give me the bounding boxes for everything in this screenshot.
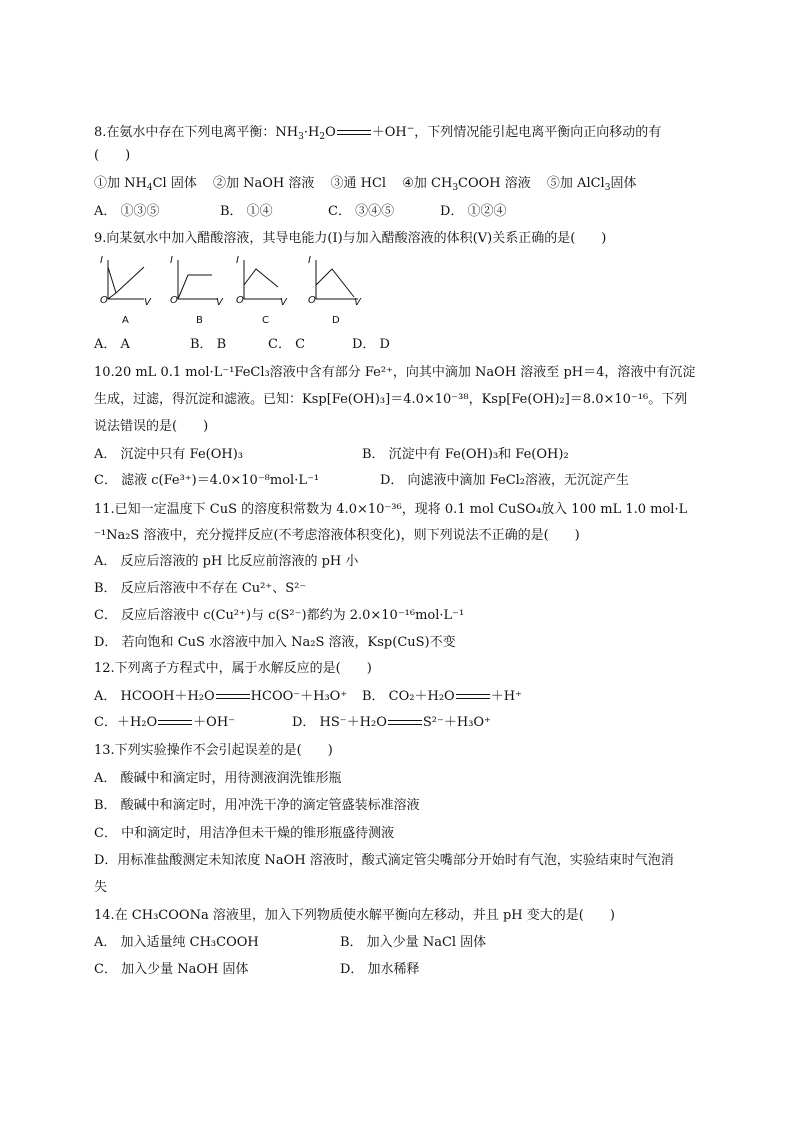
q8-choice-a: A． ①③⑤: [94, 204, 160, 219]
graph-a-axis-v: V: [144, 297, 151, 308]
q9-choice-a: A． A: [94, 337, 130, 352]
q14-choice-b: B． 加入少量 NaCl 固体: [340, 935, 487, 950]
graph-d-label: D: [332, 315, 340, 326]
q8-stem: 8.在氨水中存在下列电离平衡：$NH_3\cdot H_2O +OH^-$，下列情况能引起电离平衡向正向移动的有: [94, 124, 662, 142]
q8-bracket: ( ): [94, 148, 131, 163]
q14-choice-d: D． 加水稀释: [340, 962, 420, 977]
q8-options: ①加 $NH_4Cl$ 固体 ②加 NaOH 溶液 ③通 HCl ④加 $CH_3COOH$ 溶液 ⑤加 AlCl$_3$固体: [94, 176, 637, 193]
graph-b-axis-v: V: [216, 297, 223, 308]
q12-choice-b: B． CO₂＋H₂O ＋H⁺: [362, 689, 522, 704]
graph-d: [316, 260, 358, 299]
graph-c-axis-v: V: [280, 297, 287, 308]
conductivity-graphs: [98, 255, 368, 330]
q11-choice-d: D． 若向饱和 CuS 水溶液中加入 Na₂S 溶液，Ksp(CuS)不变: [94, 635, 456, 650]
graph-c-axis-i: I: [236, 255, 239, 266]
q13-choice-d-line1: D．用标准盐酸测定未知浓度 NaOH 溶液时，酸式滴定管尖嘴部分开始时有气泡，实验结束时气泡消: [94, 853, 674, 868]
q10-stem-line3: 说法错误的是( ): [94, 419, 209, 434]
q8-choice-b: B． ①④: [220, 204, 273, 219]
q14-stem: 14.在 CH₃COONa 溶液里，加入下列物质使水解平衡向左移动，并且 pH 变大的是( ): [94, 908, 615, 923]
q10-stem-line2: 生成，过滤，得沉淀和滤液。已知：Ksp[Fe(OH)₃]＝4.0×10⁻³⁸，Ksp[Fe(OH)₂]＝8.0×10⁻¹⁶。下列: [94, 392, 688, 407]
q11-choice-a: A． 反应后溶液的 pH 比反应前溶液的 pH 小: [94, 554, 359, 569]
graph-c-label: C: [262, 315, 269, 326]
q9-choice-b: B． B: [190, 337, 227, 352]
q9-graphs: [98, 255, 368, 334]
q13-choice-d-line2: 失: [94, 880, 108, 895]
graph-d-axis-i: I: [308, 255, 311, 266]
equilibrium-arrow-icon: [337, 128, 371, 138]
graph-a-origin: O: [100, 295, 108, 306]
q13-stem: 13.下列实验操作不会引起误差的是( ): [94, 743, 333, 758]
graph-d-axis-v: V: [354, 297, 361, 308]
q13-choice-c: C． 中和滴定时，用洁净但未干燥的锥形瓶盛待测液: [94, 826, 395, 841]
graph-a: [108, 260, 144, 299]
q13-choice-b: B． 酸碱中和滴定时，用冲洗干净的滴定管盛装标准溶液: [94, 798, 420, 813]
q10-choice-c: C． 滤液 c(Fe³⁺)＝4.0×10⁻⁸mol·L⁻¹: [94, 473, 320, 488]
q12-choice-a: A． HCOOH＋H₂O HCOO⁻＋H₃O⁺: [94, 689, 348, 704]
graph-a-axis-i: I: [100, 255, 103, 266]
q13-choice-a: A． 酸碱中和滴定时，用待测液润洗锥形瓶: [94, 771, 342, 786]
equilibrium-arrow-icon: [216, 692, 250, 702]
q11-stem-line1: 11.已知一定温度下 CuS 的溶度积常数为 4.0×10⁻³⁶，现将 0.1 mol CuSO₄放入 100 mL 1.0 mol·L: [94, 502, 688, 517]
q10-choice-a: A． 沉淀中只有 Fe(OH)₃: [94, 447, 244, 462]
q12-choice-d: D． HS⁻＋H₂O S²⁻＋H₃O⁺: [292, 715, 491, 730]
q9-choice-c: C． C: [268, 337, 306, 352]
q10-stem-line1: 10.20 mL 0.1 mol·L⁻¹FeCl₃溶液中含有部分 Fe²⁺，向其中滴加 NaOH 溶液至 pH＝4，溶液中有沉淀: [94, 365, 696, 380]
q12-stem: 12.下列离子方程式中，属于水解反应的是( ): [94, 661, 372, 676]
q9-choice-d: D． D: [352, 337, 390, 352]
graph-a-label: A: [122, 315, 129, 326]
graph-b-origin: O: [170, 295, 178, 306]
q10-choice-d: D． 向滤液中滴加 FeCl₂溶液，无沉淀产生: [380, 473, 630, 488]
graph-d-origin: O: [308, 295, 316, 306]
q14-choice-c: C． 加入少量 NaOH 固体: [94, 962, 249, 977]
q11-choice-b: B． 反应后溶液中不存在 Cu²⁺、S²⁻: [94, 581, 307, 596]
q11-stem-line2: ⁻¹Na₂S 溶液中，充分搅拌反应(不考虑溶液体积变化)，则下列说法不正确的是( ): [94, 528, 580, 543]
graph-c-origin: O: [236, 295, 244, 306]
q14-choice-a: A． 加入适量纯 CH₃COOH: [94, 935, 259, 950]
q8-choice-c: C． ③④⑤: [328, 204, 395, 219]
graph-b: [178, 260, 218, 299]
equilibrium-arrow-icon: [158, 718, 192, 728]
graph-b-label: B: [196, 315, 203, 326]
q8-choice-d: D． ①②④: [440, 204, 507, 219]
equilibrium-arrow-icon: [388, 718, 422, 728]
equilibrium-arrow-icon: [456, 692, 490, 702]
graph-b-axis-i: I: [170, 255, 173, 266]
q9-stem: 9.向某氨水中加入醋酸溶液，其导电能力(I)与加入醋酸溶液的体积(V)关系正确的是( ): [94, 231, 607, 246]
q11-choice-c: C． 反应后溶液中 c(Cu²⁺)与 c(S²⁻)都约为 2.0×10⁻¹⁶mol·L⁻¹: [94, 608, 465, 623]
q12-choice-c: C．＋H₂O ＋OH⁻: [94, 715, 236, 730]
q10-choice-b: B． 沉淀中有 Fe(OH)₃和 Fe(OH)₂: [362, 447, 569, 462]
graph-c: [244, 260, 282, 299]
